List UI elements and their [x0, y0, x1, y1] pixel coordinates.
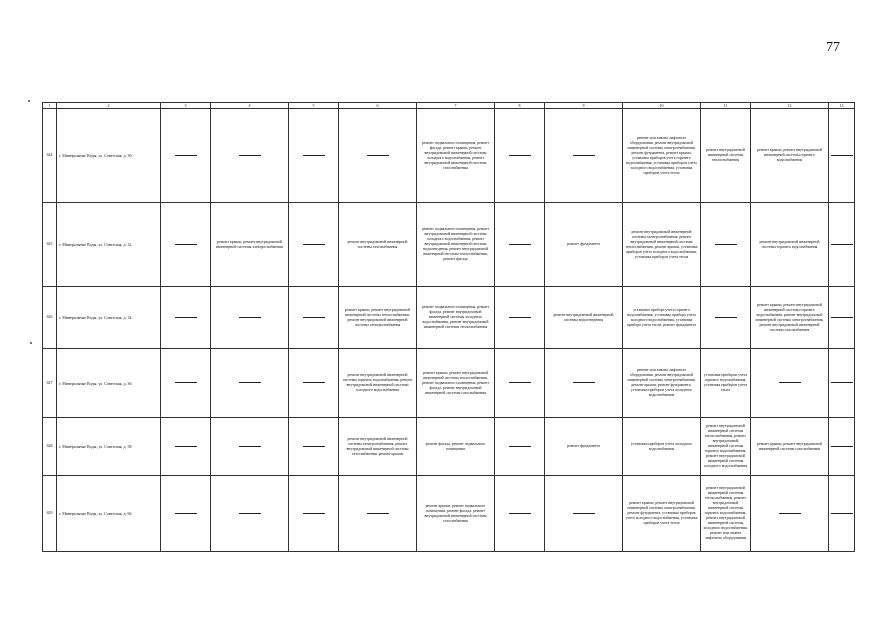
- works-cell-9: ремонт фундамента: [545, 203, 623, 287]
- empty-cell-5: [289, 476, 339, 552]
- dash-mark: [509, 155, 531, 156]
- dash-mark: [303, 446, 325, 447]
- works-cell-10: ремонт внутридомовой инженерной системы электроснабжения, ремонт внутридомовой инженерной системы теплоснабжения, ремонт крыши, установка приборов учета холодного водоснабжения, установка приборов учета тепла: [623, 203, 701, 287]
- works-cell-9: ремонт внутридомовой инженерной системы водоотведения: [545, 287, 623, 349]
- dash-mark: [367, 155, 389, 156]
- dash-mark: [831, 317, 853, 318]
- column-header-1: 1: [43, 103, 57, 109]
- dash-mark: [831, 446, 853, 447]
- empty-cell-9: [545, 476, 623, 552]
- table-row: [43, 109, 855, 203]
- empty-cell-12: [751, 349, 829, 418]
- dash-mark: [175, 382, 197, 383]
- empty-cell-8: [495, 476, 545, 552]
- works-cell-12: ремонт внутридомовой инженерной системы горячего водоснабжения: [751, 203, 829, 287]
- empty-cell-8: [495, 418, 545, 476]
- dash-mark: [175, 155, 197, 156]
- empty-cell-6: [339, 109, 417, 203]
- dash-mark: [779, 513, 801, 514]
- column-header-5: 5: [289, 103, 339, 109]
- empty-cell-5: [289, 109, 339, 203]
- dash-mark: [303, 513, 325, 514]
- empty-cell-8: [495, 109, 545, 203]
- row-number: 624: [43, 109, 57, 203]
- works-cell-7: ремонт крыши, ремонт внутридомовой инженерной системы теплоснабжения, ремонт подвального помещения, ремонт фасада, ремонт внутридомовой инженерной системы газоснабжения: [417, 349, 495, 418]
- dash-mark: [239, 317, 261, 318]
- empty-cell-12: [751, 476, 829, 552]
- empty-cell-6: [339, 476, 417, 552]
- dash-mark: [509, 244, 531, 245]
- dash-mark: [779, 382, 801, 383]
- column-header-9: 9: [545, 103, 623, 109]
- empty-cell-8: [495, 287, 545, 349]
- empty-cell-11: [701, 203, 751, 287]
- empty-cell-13: [829, 287, 855, 349]
- empty-cell-5: [289, 287, 339, 349]
- column-header-3: 3: [161, 103, 211, 109]
- works-cell-6: ремонт внутридомовой инженерной системы горячего водоснабжения, ремонт внутридомовой инженерной системы холодного водоснабжения: [339, 349, 417, 418]
- empty-cell-13: [829, 418, 855, 476]
- table-row: [43, 476, 855, 552]
- empty-cell-9: [545, 109, 623, 203]
- page-number: 77: [826, 40, 840, 55]
- empty-cell-4: [211, 476, 289, 552]
- dash-mark: [239, 155, 261, 156]
- empty-cell-3: [161, 349, 211, 418]
- dash-mark: [509, 513, 531, 514]
- dash-mark: [175, 317, 197, 318]
- column-header-12: 12: [751, 103, 829, 109]
- empty-cell-11: [701, 287, 751, 349]
- works-cell-10: ремонт крыши, ремонт внутридомовой инженерной системы электроснабжения, ремонт фундамента, установка приборов учета холодного водоснабжения, установка приборов учета тепла: [623, 476, 701, 552]
- empty-cell-4: [211, 109, 289, 203]
- works-cell-7: ремонт крыши, ремонт подвального помещения, ремонт фасада, ремонт внутридомовой инженерной системы газоснабжения: [417, 476, 495, 552]
- works-cell-11: ремонт внутридомовой инженерной системы теплоснабжения, ремонт внутридомовой инженерной системы горячего водоснабжения, ремонт внутридомовой инженерной системы холодного водоснабжения, ремонт или замена лифтового оборудования: [701, 476, 751, 552]
- address-cell: г. Минеральные Воды, ул. Советская, д. 66: [57, 476, 161, 552]
- works-cell-6: ремонт внутридомовой инженерной системы газоснабжения: [339, 203, 417, 287]
- works-cell-11: ремонт внутридомовой инженерной системы теплоснабжения, ремонт внутридомовой инженерной системы горячего водоснабжения, ремонт внутридомовой инженерной системы холодного водоснабжения: [701, 418, 751, 476]
- empty-cell-3: [161, 109, 211, 203]
- works-cell-7: ремонт подвального помещения, ремонт внутридомовой инженерной системы холодного водоснабжения, ремонт внутридомовой инженерной системы водоотведения, ремонт внутридомовой инженерной системы теплоснабжения, ремонт фасада: [417, 203, 495, 287]
- column-header-11: 11: [701, 103, 751, 109]
- row-number: 628: [43, 418, 57, 476]
- empty-cell-5: [289, 349, 339, 418]
- empty-cell-13: [829, 476, 855, 552]
- dash-mark: [239, 513, 261, 514]
- works-cell-9: ремонт фундамента: [545, 418, 623, 476]
- works-cell-12: ремонт крыши, ремонт внутридомовой инженерной системы горячего водоснабжения: [751, 109, 829, 203]
- row-number: 629: [43, 476, 57, 552]
- dash-mark: [831, 513, 853, 514]
- address-cell: г. Минеральные Воды, ул. Советская, д. 58: [57, 418, 161, 476]
- works-cell-11: ремонт внутридомовой инженерной системы теплоснабжения: [701, 109, 751, 203]
- empty-cell-3: [161, 203, 211, 287]
- dash-mark: [509, 317, 531, 318]
- dash-mark: [715, 317, 737, 318]
- address-cell: г. Минеральные Воды, ул. Советская, д. 36: [57, 349, 161, 418]
- dash-mark: [239, 382, 261, 383]
- empty-cell-13: [829, 109, 855, 203]
- column-header-8: 8: [495, 103, 545, 109]
- dash-mark: [509, 446, 531, 447]
- dash-mark: [831, 155, 853, 156]
- works-cell-10: ремонт или замена лифтового оборудования, ремонт внутридомовой инженерной системы электроснабжения, ремонт фундамента, ремонт крыши, установка приборов учета горячего водоснабжения, установка приборов учета холодного водоснабжения, установка приборов учета тепла: [623, 109, 701, 203]
- works-cell-7: ремонт фасада, ремонт подвального помещения: [417, 418, 495, 476]
- address-cell: г. Минеральные Воды, ул. Советская, д. 34: [57, 287, 161, 349]
- dash-mark: [573, 382, 595, 383]
- empty-cell-9: [545, 349, 623, 418]
- column-header-13: 13: [829, 103, 855, 109]
- column-header-4: 4: [211, 103, 289, 109]
- dash-mark: [303, 155, 325, 156]
- works-cell-6: ремонт внутридомовой инженерной системы электроснабжения, ремонт внутридомовой инженерной системы газоснабжения, ремонт крыши: [339, 418, 417, 476]
- dash-mark: [239, 446, 261, 447]
- empty-cell-13: [829, 349, 855, 418]
- empty-cell-5: [289, 203, 339, 287]
- dash-mark: [175, 513, 197, 514]
- empty-cell-4: [211, 418, 289, 476]
- table-body: [43, 103, 855, 552]
- empty-cell-8: [495, 349, 545, 418]
- works-cell-12: ремонт крыши, ремонт внутридомовой инженерной системы горячего водоснабжения, ремонт внутридомовой инженерной системы электроснабжения, ремонт внутридомовой инженерной системы газоснабжения: [751, 287, 829, 349]
- dash-mark: [303, 244, 325, 245]
- works-cell-4: ремонт крыши, ремонт внутридомовой инженерной системы электроснабжения: [211, 203, 289, 287]
- column-header-7: 7: [417, 103, 495, 109]
- dash-mark: [303, 382, 325, 383]
- address-cell: г. Минеральные Воды, ул. Советская, д. 30: [57, 109, 161, 203]
- row-number: 626: [43, 287, 57, 349]
- column-header-2: 2: [57, 103, 161, 109]
- works-cell-10: установка приборов учета холодного водоснабжения: [623, 418, 701, 476]
- dash-mark: [573, 513, 595, 514]
- dash-mark: [573, 155, 595, 156]
- dash-mark: [175, 446, 197, 447]
- row-number: 627: [43, 349, 57, 418]
- works-cell-11: установка приборов учета горячего водоснабжения, установка приборов учета тепла: [701, 349, 751, 418]
- works-cell-6: ремонт крыши, ремонт внутридомовой инженерной системы теплоснабжения, ремонт внутридомовой инженерной системы электроснабжения: [339, 287, 417, 349]
- dash-mark: [367, 513, 389, 514]
- dash-mark: [509, 382, 531, 383]
- works-cell-7: ремонт подвального помещения, ремонт фасада, ремонт крыши, ремонт внутридомовой инженерной системы холодного водоснабжения, ремонт внутридомовой инженерной системы газоснабжения: [417, 109, 495, 203]
- empty-cell-13: [829, 203, 855, 287]
- scan-artifact: [30, 342, 32, 344]
- dash-mark: [831, 382, 853, 383]
- empty-cell-4: [211, 349, 289, 418]
- works-cell-12: ремонт крыши, ремонт внутридомовой инженерной системы газоснабжения: [751, 418, 829, 476]
- empty-cell-3: [161, 287, 211, 349]
- repair-schedule-table: [42, 102, 855, 552]
- dash-mark: [831, 244, 853, 245]
- works-cell-10: установка прибора учета горячего водоснабжения, установка прибора учета холодного водоснабжения, установка прибора учета тепла, ремонт фундамента: [623, 287, 701, 349]
- table-row: [43, 203, 855, 287]
- empty-cell-3: [161, 476, 211, 552]
- empty-cell-3: [161, 418, 211, 476]
- dash-mark: [715, 244, 737, 245]
- table-row: [43, 418, 855, 476]
- empty-cell-5: [289, 418, 339, 476]
- works-cell-10: ремонт или замена лифтового оборудования, ремонт внутридомовой инженерной системы электроснабжения, ремонт крыши, ремонт фундамента, установка приборов учета холодного водоснабжения: [623, 349, 701, 418]
- dash-mark: [175, 244, 197, 245]
- table-row: [43, 287, 855, 349]
- address-cell: г. Минеральные Воды, ул. Советская, д. 32: [57, 203, 161, 287]
- empty-cell-4: [211, 287, 289, 349]
- row-number: 625: [43, 203, 57, 287]
- empty-cell-8: [495, 203, 545, 287]
- column-header-6: 6: [339, 103, 417, 109]
- table-row: [43, 349, 855, 418]
- dash-mark: [303, 317, 325, 318]
- column-header-10: 10: [623, 103, 701, 109]
- works-cell-7: ремонт подвального помещения, ремонт фасада, ремонт внутридомовой инженерной системы холодного водоснабжения, ремонт внутридомовой инженерной системы теплоснабжения: [417, 287, 495, 349]
- scan-artifact: [28, 100, 30, 102]
